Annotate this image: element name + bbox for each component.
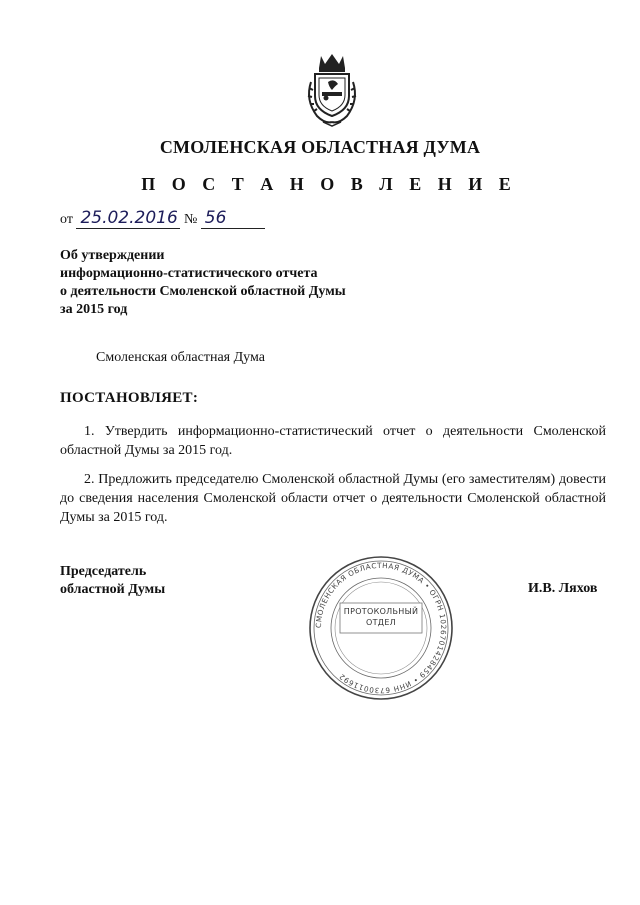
resolves-heading: ПОСТАНОВЛЯЕТ:: [60, 390, 199, 406]
signatory-name: И.В. Ляхов: [528, 581, 598, 596]
subject-line: о деятельности Смоленской областной Думы: [60, 284, 346, 299]
position-line: Председатель: [60, 564, 147, 579]
position-line: областной Думы: [60, 582, 166, 597]
organization-title: СМОЛЕНСКАЯ ОБЛАСТНАЯ ДУМА: [159, 137, 481, 157]
seal-outer-ring-text: СМОЛЕНСКАЯ ОБЛАСТНАЯ ДУМА • ОГРН 1026701428459 • ИНН 6730011692: [313, 560, 449, 696]
seal-inner-line: ПРОТОКОЛЬНЫЙ: [343, 607, 419, 616]
signatory-position: [60, 563, 165, 599]
document-type-title: П О С Т А Н О В Л Е Н И Е: [141, 174, 517, 194]
official-seal-icon: [306, 553, 456, 703]
handwritten-date: 25.02.2016: [76, 208, 180, 229]
paragraph-1: 1. Утвердить информационно-статистический отчет о деятельности Смоленской областной Думы за 2015 год.: [60, 424, 606, 458]
seal-inner-label: [340, 606, 422, 628]
date-prefix: от: [60, 212, 73, 227]
subject-line: Об утверждении: [60, 248, 165, 263]
number-sign: №: [183, 212, 198, 227]
document-subject: [60, 247, 346, 319]
subject-line: информационно-статистического отчета: [60, 266, 318, 281]
seal-inner-line: ОТДЕЛ: [365, 618, 396, 627]
coat-of-arms-icon: [301, 52, 363, 128]
preamble: Смоленская областная Дума: [96, 350, 265, 365]
handwritten-number: 56: [201, 208, 265, 229]
subject-line: за 2015 год: [60, 302, 128, 317]
date-number-line: [60, 208, 265, 229]
paragraph-2: 2. Предложить председателю Смоленской областной Думы (его заместителям) довести до сведения населения Смоленской области отчет о деятельности Смоленской областной Думы за 2015 год.: [60, 472, 606, 525]
